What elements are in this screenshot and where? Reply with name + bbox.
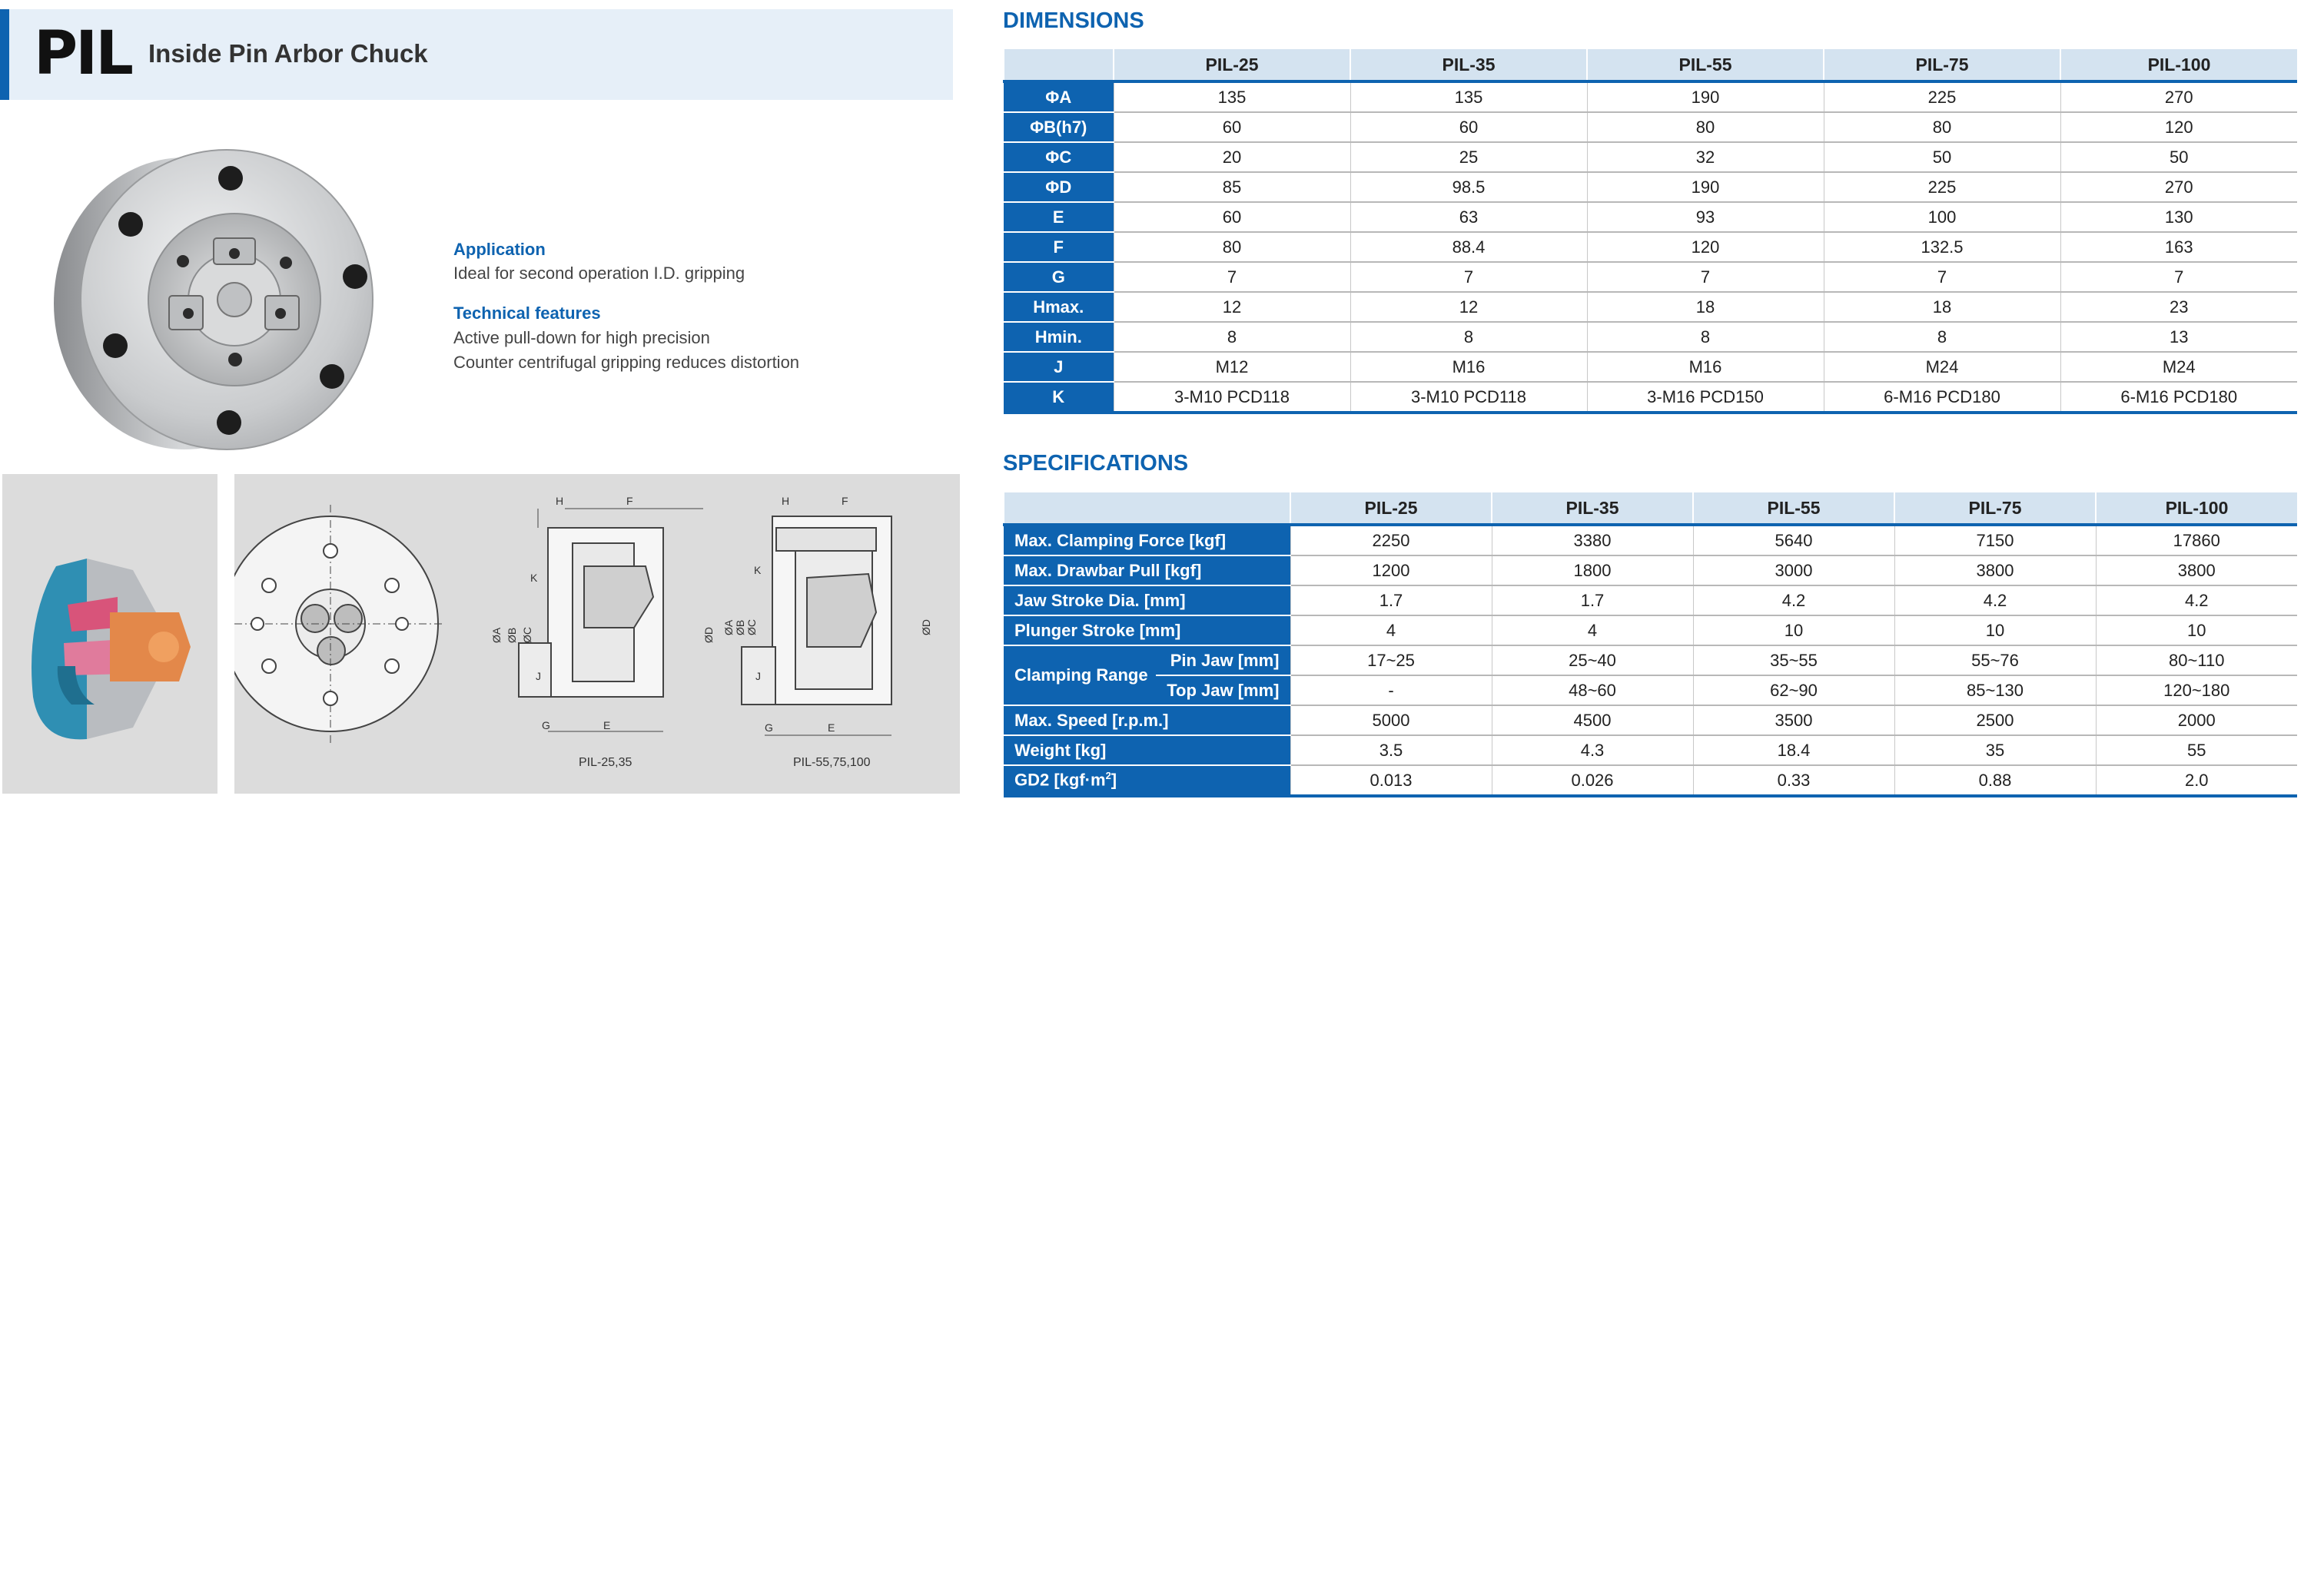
table-row xyxy=(1004,705,2297,735)
table-cell: 60 xyxy=(1350,112,1587,142)
table-row xyxy=(1004,615,2297,645)
table-row xyxy=(1004,555,2297,585)
header-band xyxy=(0,9,953,100)
dim-label-g: G xyxy=(765,721,773,734)
table-row xyxy=(1004,525,2297,555)
table-cell: 1.7 xyxy=(1290,585,1492,615)
table-cell: 6-M16 PCD180 xyxy=(1824,382,2060,413)
feature-item: Counter centrifugal gripping reduces distortion xyxy=(453,353,800,372)
gd2-label-text: GD2 [kgf·m xyxy=(1014,770,1106,790)
gd2-label-close: ] xyxy=(1111,770,1117,790)
dimensions-table xyxy=(1003,49,2297,414)
table-cell: 62~90 xyxy=(1693,675,1894,705)
table-cell: 100 xyxy=(1824,202,2060,232)
table-cell: 8 xyxy=(1350,322,1587,352)
table-cell: 7 xyxy=(1114,262,1350,292)
table-cell: 18.4 xyxy=(1693,735,1894,765)
table-cell: 80 xyxy=(1114,232,1350,262)
table-cell: 3500 xyxy=(1693,705,1894,735)
table-cell: 10 xyxy=(1894,615,2096,645)
dimensions-title: DIMENSIONS xyxy=(1003,8,1144,33)
header-accent-bar xyxy=(0,9,9,100)
row-header: ΦC xyxy=(1004,142,1114,172)
table-row xyxy=(1004,765,2297,796)
table-cell: 12 xyxy=(1350,292,1587,322)
table-cell: 1.7 xyxy=(1492,585,1693,615)
table-cell: 135 xyxy=(1350,81,1587,112)
column-header: PIL-25 xyxy=(1290,492,1492,525)
specifications-table xyxy=(1003,492,2297,797)
column-header: PIL-25 xyxy=(1114,49,1350,81)
table-cell: 6-M16 PCD180 xyxy=(2060,382,2297,413)
gd2-label-sup: 2 xyxy=(1105,770,1111,782)
table-cell: 60 xyxy=(1114,112,1350,142)
table-cell: 190 xyxy=(1587,81,1824,112)
row-header: Hmax. xyxy=(1004,292,1114,322)
table-cell: 3800 xyxy=(1894,555,2096,585)
dim-label-h: H xyxy=(556,495,564,507)
table-cell: 270 xyxy=(2060,81,2297,112)
table-cell: 48~60 xyxy=(1492,675,1693,705)
row-header: K xyxy=(1004,382,1114,413)
row-header: Weight [kg] xyxy=(1004,735,1290,765)
table-cell: 2.0 xyxy=(2096,765,2297,796)
table-row xyxy=(1004,352,2297,382)
dim-label-b: ØB xyxy=(506,627,518,643)
table-cell: 32 xyxy=(1587,142,1824,172)
application-text: Ideal for second operation I.D. gripping xyxy=(453,264,745,283)
table-cell: 120 xyxy=(1587,232,1824,262)
table-cell: 8 xyxy=(1587,322,1824,352)
dim-label-k: K xyxy=(754,564,762,576)
column-header: PIL-55 xyxy=(1693,492,1894,525)
dim-label-a: ØA xyxy=(490,627,503,643)
dim-label-f: F xyxy=(626,495,633,507)
table-row xyxy=(1004,382,2297,413)
table-cell: 4500 xyxy=(1492,705,1693,735)
table-cell: 35~55 xyxy=(1693,645,1894,675)
drawing-caption-small: PIL-25,35 xyxy=(579,756,632,769)
table-cell: 50 xyxy=(1824,142,2060,172)
table-cell: 98.5 xyxy=(1350,172,1587,202)
table-cell: 18 xyxy=(1587,292,1824,322)
table-cell: 12 xyxy=(1114,292,1350,322)
table-corner-cell xyxy=(1004,49,1114,81)
table-cell: 80 xyxy=(1587,112,1824,142)
row-subheader: Pin Jaw [mm] xyxy=(1156,645,1290,675)
table-cell: 2000 xyxy=(2096,705,2297,735)
table-cell: 3-M10 PCD118 xyxy=(1114,382,1350,413)
table-cell: 120 xyxy=(2060,112,2297,142)
table-cell: 7 xyxy=(1824,262,2060,292)
row-header: F xyxy=(1004,232,1114,262)
table-cell: 0.88 xyxy=(1894,765,2096,796)
specifications-title: SPECIFICATIONS xyxy=(1003,451,1189,476)
table-cell: 190 xyxy=(1587,172,1824,202)
dim-label-j: J xyxy=(755,670,761,682)
table-cell: 10 xyxy=(2096,615,2297,645)
table-cell: - xyxy=(1290,675,1492,705)
table-cell: 4 xyxy=(1290,615,1492,645)
table-cell: 7 xyxy=(2060,262,2297,292)
row-header: Max. Speed [r.p.m.] xyxy=(1004,705,1290,735)
table-cell: 17860 xyxy=(2096,525,2297,555)
table-cell: 20 xyxy=(1114,142,1350,172)
table-cell: 55 xyxy=(2096,735,2297,765)
dim-label-a: ØA xyxy=(722,619,735,635)
table-cell: 63 xyxy=(1350,202,1587,232)
table-cell: M24 xyxy=(2060,352,2297,382)
table-cell: 23 xyxy=(2060,292,2297,322)
row-header: J xyxy=(1004,352,1114,382)
table-cell: 4.3 xyxy=(1492,735,1693,765)
cutaway-illustration xyxy=(2,474,217,794)
section-view-large xyxy=(742,516,891,735)
product-title: Inside Pin Arbor Chuck xyxy=(148,39,428,68)
column-header: PIL-75 xyxy=(1894,492,2096,525)
table-cell: 4 xyxy=(1492,615,1693,645)
table-cell: 2500 xyxy=(1894,705,2096,735)
dim-label-c: ØC xyxy=(745,619,758,635)
table-cell: 132.5 xyxy=(1824,232,2060,262)
table-cell: 8 xyxy=(1114,322,1350,352)
table-cell: 35 xyxy=(1894,735,2096,765)
row-header: ΦA xyxy=(1004,81,1114,112)
table-cell: 25~40 xyxy=(1492,645,1693,675)
table-row xyxy=(1004,675,2297,705)
table-cell: 93 xyxy=(1587,202,1824,232)
table-header-row xyxy=(1004,49,2297,81)
column-header: PIL-35 xyxy=(1492,492,1693,525)
features-label: Technical features xyxy=(453,303,601,323)
table-cell: 7 xyxy=(1587,262,1824,292)
dim-label-c: ØC xyxy=(521,627,533,643)
table-cell: 55~76 xyxy=(1894,645,2096,675)
row-header-group: Clamping Range xyxy=(1004,645,1156,705)
section-view-small xyxy=(519,509,703,731)
table-cell: 17~25 xyxy=(1290,645,1492,675)
table-cell: 8 xyxy=(1824,322,2060,352)
table-cell: M12 xyxy=(1114,352,1350,382)
table-row xyxy=(1004,202,2297,232)
table-cell: 60 xyxy=(1114,202,1350,232)
table-cell: M16 xyxy=(1350,352,1587,382)
table-cell: 163 xyxy=(2060,232,2297,262)
table-cell: 10 xyxy=(1693,615,1894,645)
row-header: G xyxy=(1004,262,1114,292)
table-row xyxy=(1004,112,2297,142)
drawing-caption-large: PIL-55,75,100 xyxy=(793,756,871,769)
table-cell: 0.026 xyxy=(1492,765,1693,796)
table-cell: M16 xyxy=(1587,352,1824,382)
table-cell: 225 xyxy=(1824,81,2060,112)
table-cell: 4.2 xyxy=(1693,585,1894,615)
table-cell: M24 xyxy=(1824,352,2060,382)
table-cell: 13 xyxy=(2060,322,2297,352)
table-cell: 1800 xyxy=(1492,555,1693,585)
table-cell: 5000 xyxy=(1290,705,1492,735)
row-header: ΦB(h7) xyxy=(1004,112,1114,142)
table-cell: 1200 xyxy=(1290,555,1492,585)
row-header: ΦD xyxy=(1004,172,1114,202)
table-cell: 0.33 xyxy=(1693,765,1894,796)
dim-label-e: E xyxy=(828,721,835,734)
product-photo xyxy=(46,138,384,461)
table-cell: 18 xyxy=(1824,292,2060,322)
table-cell: 130 xyxy=(2060,202,2297,232)
front-view xyxy=(234,505,442,743)
column-header: PIL-35 xyxy=(1350,49,1587,81)
dim-label-e: E xyxy=(603,719,611,731)
dim-label-d: ØD xyxy=(920,619,932,635)
technical-drawing-panel xyxy=(234,474,960,794)
dim-label-k: K xyxy=(530,572,538,584)
table-cell: 80~110 xyxy=(2096,645,2297,675)
row-header: Jaw Stroke Dia. [mm] xyxy=(1004,585,1290,615)
table-row xyxy=(1004,735,2297,765)
row-header: E xyxy=(1004,202,1114,232)
dim-label-f: F xyxy=(842,495,848,507)
table-cell: 7 xyxy=(1350,262,1587,292)
table-cell: 225 xyxy=(1824,172,2060,202)
table-cell: 88.4 xyxy=(1350,232,1587,262)
table-cell: 80 xyxy=(1824,112,2060,142)
table-cell: 5640 xyxy=(1693,525,1894,555)
column-header: PIL-100 xyxy=(2060,49,2297,81)
row-header: Hmin. xyxy=(1004,322,1114,352)
row-header xyxy=(1004,765,1290,796)
table-cell: 3-M10 PCD118 xyxy=(1350,382,1587,413)
column-header: PIL-55 xyxy=(1587,49,1824,81)
table-row xyxy=(1004,645,2297,675)
table-cell: 50 xyxy=(2060,142,2297,172)
table-cell: 85 xyxy=(1114,172,1350,202)
table-cell: 85~130 xyxy=(1894,675,2096,705)
table-cell: 3.5 xyxy=(1290,735,1492,765)
row-header: Plunger Stroke [mm] xyxy=(1004,615,1290,645)
table-cell: 3000 xyxy=(1693,555,1894,585)
table-row xyxy=(1004,262,2297,292)
application-label: Application xyxy=(453,240,546,259)
table-row xyxy=(1004,172,2297,202)
table-cell: 3-M16 PCD150 xyxy=(1587,382,1824,413)
table-row xyxy=(1004,81,2297,112)
table-cell: 3800 xyxy=(2096,555,2297,585)
product-code: PIL xyxy=(34,19,131,88)
column-header: PIL-100 xyxy=(2096,492,2297,525)
table-cell: 120~180 xyxy=(2096,675,2297,705)
table-corner-cell xyxy=(1004,492,1290,525)
dim-label-b: ØB xyxy=(734,619,746,635)
table-cell: 135 xyxy=(1114,81,1350,112)
column-header: PIL-75 xyxy=(1824,49,2060,81)
dim-label-j: J xyxy=(536,670,541,682)
feature-item: Active pull-down for high precision xyxy=(453,328,710,347)
table-row xyxy=(1004,322,2297,352)
table-cell: 7150 xyxy=(1894,525,2096,555)
table-cell: 270 xyxy=(2060,172,2297,202)
table-row xyxy=(1004,142,2297,172)
table-row xyxy=(1004,292,2297,322)
row-header: Max. Drawbar Pull [kgf] xyxy=(1004,555,1290,585)
table-cell: 4.2 xyxy=(1894,585,2096,615)
dim-label-h: H xyxy=(782,495,790,507)
table-cell: 4.2 xyxy=(2096,585,2297,615)
table-header-row xyxy=(1004,492,2297,525)
table-row xyxy=(1004,585,2297,615)
row-subheader: Top Jaw [mm] xyxy=(1156,675,1290,705)
dim-label-g: G xyxy=(542,719,550,731)
table-cell: 25 xyxy=(1350,142,1587,172)
row-header: Max. Clamping Force [kgf] xyxy=(1004,525,1290,555)
table-cell: 2250 xyxy=(1290,525,1492,555)
dim-label-d: ØD xyxy=(702,627,715,643)
table-row xyxy=(1004,232,2297,262)
table-cell: 0.013 xyxy=(1290,765,1492,796)
table-cell: 3380 xyxy=(1492,525,1693,555)
